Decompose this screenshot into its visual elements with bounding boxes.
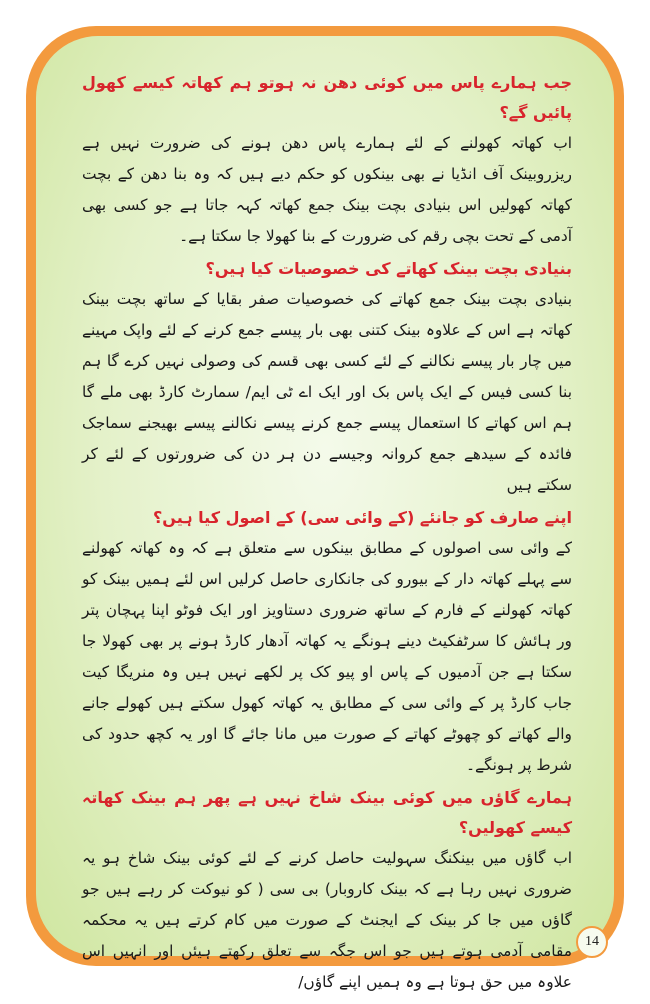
section-heading-no-branch-village: ہمارے گاؤں میں کوئی بینک شاخ نہیں ہے پھر ہم بینک کھاتہ کیسے کھولیں؟ — [82, 788, 572, 837]
section-paragraph-no-branch-village: اب گاؤں میں بینکنگ سہولیت حاصل کرنے کے لئے کوئی بینک شاخ ہو یہ ضروری نہیں رہا ہے کہ بینک کاروبار) بی سی ( کو نیوکت کر رہے ہیں جو گاؤں میں جا کر بینک کے ایجنٹ کے صورت میں کام کرتے ہیں یہ محکمہ مقامی آدمی ہوتے ہیں جو اس جگہ سے تعلق رکھتے ہیئں اور انہیں اس علاوہ میں حق ہوتا ہے وہ ہمیں اپنے گاؤں/ — [82, 849, 572, 991]
section-heading-kyc-rules: اپنے صارف کو جانئے (کے وائی سی) کے اصول کیا ہیں؟ — [153, 508, 572, 527]
section-paragraph-bsbda-features: بنیادی بچت بینک جمع کھاتے کی خصوصیات صفر بقایا کے ساتھ بچت بینک کھاتہ ہے اس کے علاوہ بینک کتنی بھی بار پیسے جمع کرنے کے لئے واپک مہینے میں چار بار پیسے نکالنے کے لئے کسی بھی قسم کی وصولی نہیں کرے گا ہم بنا کسی فیس کے ایک پاس بک اور ایک اے ٹی ایم/ سمارٹ کارڈ بھی ملے گا ہم اس کھاتے کا استعمال پیسے جمع کرنے پیسے نکالنے پیسے بھیجنے سماجک فائدہ کے سیدھے جمع کروانہ وجیسے دن ہر دن کی ضرورتوں کے لئے کر سکتے ہیں — [82, 290, 572, 494]
page-number: 14 — [576, 926, 608, 958]
section-paragraph-kyc-rules: کے وائی سی اصولوں کے مطابق بینکوں سے متعلق ہے کہ وہ کھاتہ کھولنے سے پہلے کھاتہ دار کے بیورو کی جانکاری حاصل کرلیں اس لئے ہمیں بینک کو کھاتہ کھولنے کے فارم کے ساتھ ضروری دستاویز اور ایک فوٹو اپنا پہچان پتر ور ہائش کا سرٹفکیٹ دینے ہونگے یہ کھاتہ آدھار کارڈ ہونے پر بھی کھولا جا سکتا ہے جن آدمیوں کے پاس او پیو کک پر لکھے نہیں ہیں وہ منریگا کیت جاب کارڈ پر کے وائی سی کے مطابق یہ کھاتہ کھول سکتے ہیں کھولے جانے والے کھاتے کو چھوٹے کھاتے کے صورت میں مانا جائے گا اور یہ کچھ حدود کی شرط پر ہونگے۔ — [82, 539, 572, 774]
document-body — [82, 68, 572, 1000]
section-heading-account-without-money: جب ہمارے پاس میں کوئی دھن نہ ہوتو ہم کھاتہ کیسے کھول پائیں گے؟ — [82, 73, 572, 122]
section-heading-bsbda-features: بنیادی بچت بینک کھاتے کی خصوصیات کیا ہیں؟ — [205, 259, 572, 278]
section-paragraph-account-without-money: اب کھاتہ کھولنے کے لئے ہمارے پاس دھن ہونے کی ضرورت نہیں ہے ریزروبینک آف انڈیا نے بھی بینکوں کو حکم دیے ہیں کہ وہ بنا دھن کے بچت کھاتہ کھولیں اس بنیادی بچت بینک جمع کھاتہ کہہ جاتا ہے جو کسی بھی آدمی کے تحت بچی رقم کی ضرورت کے بنا کھولا جا سکتا ہے۔ — [82, 134, 572, 245]
